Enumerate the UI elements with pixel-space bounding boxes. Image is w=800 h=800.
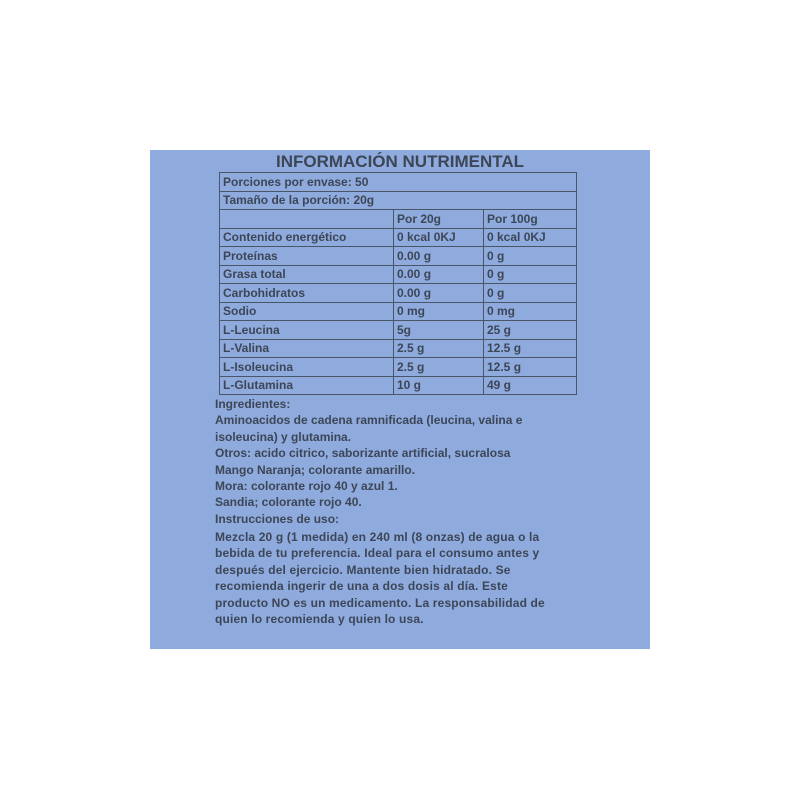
nutrition-facts-table bbox=[219, 172, 577, 395]
header-cell-per-100g: Por 100g bbox=[484, 210, 577, 229]
table-row bbox=[220, 265, 577, 284]
value-per-100g: 0 g bbox=[484, 265, 577, 284]
nutrient-name: L-Leucina bbox=[220, 321, 394, 340]
value-per-100g: 49 g bbox=[484, 376, 577, 395]
instructions-line: producto NO es un medicamento. La responsabilidad de bbox=[215, 595, 545, 610]
nutrient-name: Proteínas bbox=[220, 247, 394, 266]
instructions-section bbox=[215, 529, 635, 627]
value-per-100g: 12.5 g bbox=[484, 358, 577, 377]
ingredients-line: isoleucina) y glutamina. bbox=[215, 429, 352, 444]
instructions-line: después del ejercicio. Mantente bien hidratado. Se bbox=[215, 562, 511, 577]
instructions-line: quien lo recomienda y quien lo usa. bbox=[215, 612, 424, 627]
value-per-20g: 2.5 g bbox=[394, 339, 484, 358]
servings-row bbox=[220, 173, 577, 192]
nutrient-name: Grasa total bbox=[220, 265, 394, 284]
nutrient-name: L-Valina bbox=[220, 339, 394, 358]
servings-per-container: Porciones por envase: 50 bbox=[220, 173, 577, 192]
nutrition-label-panel bbox=[150, 150, 650, 649]
nutrient-name: L-Glutamina bbox=[220, 376, 394, 395]
value-per-100g: 25 g bbox=[484, 321, 577, 340]
instructions-line: recomienda ingerir de una a dos dosis al día. Este bbox=[215, 579, 508, 594]
table-header-row bbox=[220, 210, 577, 229]
instructions-line: bebida de tu preferencia. Ideal para el consumo antes y bbox=[215, 546, 540, 561]
nutrient-name: Sodio bbox=[220, 302, 394, 321]
value-per-20g: 10 g bbox=[394, 376, 484, 395]
value-per-100g: 12.5 g bbox=[484, 339, 577, 358]
serving-size-row bbox=[220, 191, 577, 210]
ingredients-line: Mango Naranja; colorante amarillo. bbox=[215, 462, 416, 477]
instructions-line: Mezcla 20 g (1 medida) en 240 ml (8 onzas) de agua o la bbox=[215, 530, 540, 544]
table-row bbox=[220, 247, 577, 266]
ingredients-line: Aminoacidos de cadena ramnificada (leucina, valina e bbox=[215, 413, 523, 428]
table-row bbox=[220, 228, 577, 247]
nutrient-name: Contenido energético bbox=[220, 228, 394, 247]
value-per-20g: 2.5 g bbox=[394, 358, 484, 377]
ingredients-line: Otros: acido citrico, saborizante artificial, sucralosa bbox=[215, 446, 511, 461]
value-per-100g: 0 g bbox=[484, 284, 577, 303]
table-row bbox=[220, 321, 577, 340]
nutrient-name: L-Isoleucina bbox=[220, 358, 394, 377]
label-title: INFORMACIÓN NUTRIMENTAL bbox=[275, 152, 525, 171]
serving-size: Tamaño de la porción: 20g bbox=[220, 191, 577, 210]
value-per-100g: 0 kcal 0KJ bbox=[484, 228, 577, 247]
value-per-20g: 0 kcal 0KJ bbox=[394, 228, 484, 247]
ingredients-line: Mora: colorante rojo 40 y azul 1. bbox=[215, 479, 398, 494]
value-per-100g: 0 mg bbox=[484, 302, 577, 321]
table-row bbox=[220, 376, 577, 395]
ingredients-section bbox=[215, 396, 635, 527]
table-row bbox=[220, 339, 577, 358]
ingredients-line: Sandia; colorante rojo 40. bbox=[215, 495, 362, 510]
table-row bbox=[220, 358, 577, 377]
header-cell-per-20g: Por 20g bbox=[394, 210, 484, 229]
value-per-20g: 0.00 g bbox=[394, 247, 484, 266]
table-row bbox=[220, 284, 577, 303]
value-per-100g: 0 g bbox=[484, 247, 577, 266]
ingredients-heading: Ingredientes: bbox=[215, 397, 291, 411]
header-cell-blank bbox=[220, 210, 394, 229]
nutrient-name: Carbohidratos bbox=[220, 284, 394, 303]
value-per-20g: 0.00 g bbox=[394, 284, 484, 303]
value-per-20g: 0 mg bbox=[394, 302, 484, 321]
table-row bbox=[220, 302, 577, 321]
value-per-20g: 0.00 g bbox=[394, 265, 484, 284]
instructions-heading: Instrucciones de uso: bbox=[215, 511, 340, 526]
value-per-20g: 5g bbox=[394, 321, 484, 340]
